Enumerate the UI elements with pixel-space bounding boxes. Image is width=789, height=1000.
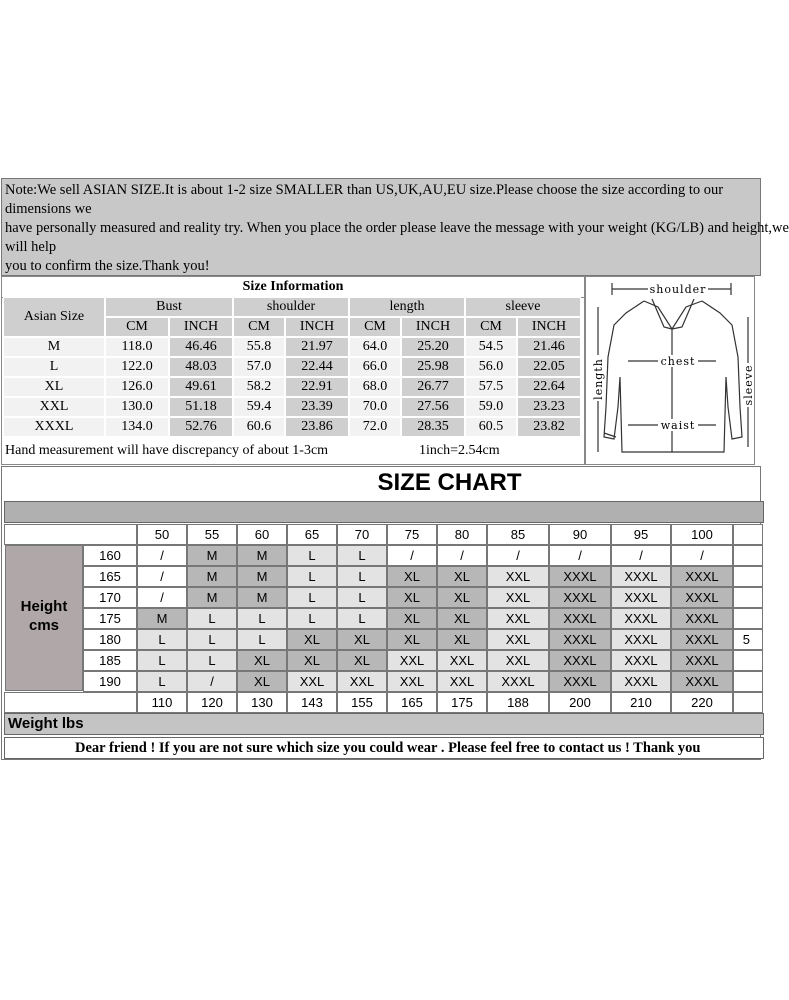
size-chart-cell: XXXL [487, 671, 549, 692]
size-chart-cell: XXL [437, 650, 487, 671]
size-chart-cell: / [671, 545, 733, 566]
size-chart-cell: XXXL [671, 671, 733, 692]
weight-kg-header: 85 [487, 524, 549, 545]
size-chart-cell: XXXL [671, 566, 733, 587]
weight-lbs-overflow [733, 692, 763, 713]
size-value-cell: 48.03 [169, 357, 233, 377]
size-value-cell: 26.77 [401, 377, 465, 397]
size-note [1, 178, 789, 276]
size-value-cell: 64.0 [349, 337, 401, 357]
size-chart-cell: / [387, 545, 437, 566]
size-value-cell: 72.0 [349, 417, 401, 437]
size-value-cell: 66.0 [349, 357, 401, 377]
size-chart-cell: / [549, 545, 611, 566]
overflow-cell [733, 545, 763, 566]
measure-group-header: length [349, 297, 465, 317]
weight-lbs-value: 120 [187, 692, 237, 713]
size-value-cell: 54.5 [465, 337, 517, 357]
size-chart-cell: XL [287, 629, 337, 650]
size-chart-cell: XXXL [611, 566, 671, 587]
size-chart-cell: XL [387, 587, 437, 608]
corner-cell [4, 524, 137, 545]
size-chart-cell: L [237, 608, 287, 629]
size-chart-cell: XXL [387, 650, 437, 671]
shirt-diagram-svg [586, 277, 754, 464]
size-chart-cell: XXXL [549, 587, 611, 608]
size-chart-cell: XXXL [671, 629, 733, 650]
size-chart-cell: XL [337, 650, 387, 671]
size-chart-cell: L [287, 608, 337, 629]
size-chart-title: SIZE CHART [377, 469, 522, 496]
size-chart-cell: XXL [487, 650, 549, 671]
size-chart-cell: / [137, 587, 187, 608]
measure-group-header: sleeve [465, 297, 581, 317]
size-chart-cell: XL [437, 608, 487, 629]
size-value-cell: 23.86 [285, 417, 349, 437]
size-chart-cell: XL [237, 671, 287, 692]
height-label-line-2: cms [28, 617, 60, 634]
size-chart-cell: L [337, 566, 387, 587]
size-chart-cell: XXXL [611, 671, 671, 692]
size-chart-cell: XL [237, 650, 287, 671]
weight-lbs-value: 210 [611, 692, 671, 713]
size-value-cell: 25.98 [401, 357, 465, 377]
size-chart-cell: M [187, 587, 237, 608]
size-chart-cell: XXXL [549, 671, 611, 692]
weight-lbs-value: 143 [287, 692, 337, 713]
unit-header: CM [349, 317, 401, 337]
size-chart-cell: XXL [287, 671, 337, 692]
height-row-label: 180 [83, 629, 137, 650]
size-chart-cell: XXL [487, 566, 549, 587]
size-chart-cell: XXXL [611, 587, 671, 608]
height-row-label: 170 [83, 587, 137, 608]
size-chart [1, 466, 761, 760]
size-chart-cell: XXXL [549, 629, 611, 650]
weight-kg-header: 50 [137, 524, 187, 545]
size-chart-cell: XL [387, 629, 437, 650]
asian-size-header: Asian Size [3, 297, 105, 337]
unit-header: CM [105, 317, 169, 337]
weight-kg-header: 95 [611, 524, 671, 545]
weight-lbs-value: 175 [437, 692, 487, 713]
size-value-cell: 21.46 [517, 337, 581, 357]
size-chart-cell: XXL [487, 629, 549, 650]
size-value-cell: 118.0 [105, 337, 169, 357]
weight-kg-header: 75 [387, 524, 437, 545]
height-row-label: 165 [83, 566, 137, 587]
size-information-table [1, 276, 585, 465]
weight-lbs-value: 155 [337, 692, 387, 713]
size-chart-cell: XXXL [671, 650, 733, 671]
size-row-label: XL [3, 377, 105, 397]
overflow-cell [733, 587, 763, 608]
size-chart-cell: XXXL [549, 608, 611, 629]
weight-lbs-value: 220 [671, 692, 733, 713]
size-chart-cell: L [187, 608, 237, 629]
shoulder-label: shoulder [649, 283, 707, 296]
size-value-cell: 23.23 [517, 397, 581, 417]
size-value-cell: 22.05 [517, 357, 581, 377]
overflow-cell [733, 650, 763, 671]
unit-header: INCH [169, 317, 233, 337]
unit-header: CM [465, 317, 517, 337]
size-chart-cell: M [237, 545, 287, 566]
note-line-1: Note:We sell ASIAN SIZE.It is about 1-2 size SMALLER than US,UK,AU,EU size.Please choose the size according to our [5, 182, 724, 198]
size-value-cell: 51.18 [169, 397, 233, 417]
size-chart-cell: L [287, 587, 337, 608]
size-information-title: Size Information [2, 277, 584, 298]
weight-kg-header: 55 [187, 524, 237, 545]
waist-label: waist [660, 419, 696, 432]
size-chart-cell: XXL [487, 608, 549, 629]
size-value-cell: 60.6 [233, 417, 285, 437]
note-line-3: have personally measured and reality try. When you place the order please leave the message with your weight (KG/LB) and height,we [5, 220, 789, 236]
size-chart-cell: XL [287, 650, 337, 671]
size-value-cell: 23.82 [517, 417, 581, 437]
height-cms-label [5, 545, 83, 691]
size-chart-cell: XL [387, 608, 437, 629]
height-row-label: 190 [83, 671, 137, 692]
unit-header: INCH [401, 317, 465, 337]
size-value-cell: 27.56 [401, 397, 465, 417]
size-value-cell: 60.5 [465, 417, 517, 437]
size-value-cell: 22.91 [285, 377, 349, 397]
size-guide [0, 178, 789, 760]
size-value-cell: 56.0 [465, 357, 517, 377]
size-chart-cell: M [137, 608, 187, 629]
size-chart-cell: / [437, 545, 487, 566]
size-chart-cell: XL [437, 566, 487, 587]
size-value-cell: 130.0 [105, 397, 169, 417]
size-value-cell: 22.64 [517, 377, 581, 397]
contact-footer: Dear friend ! If you are not sure which size you could wear . Please feel free to contact us ! Thank you [4, 737, 764, 759]
note-line-5: you to confirm the size.Thank you! [5, 258, 210, 274]
size-chart-cell: L [337, 608, 387, 629]
weight-lbs-value: 188 [487, 692, 549, 713]
size-chart-cell: L [337, 545, 387, 566]
note-line-2: dimensions we [5, 201, 92, 217]
unit-header: INCH [517, 317, 581, 337]
unit-header: CM [233, 317, 285, 337]
size-chart-cell: XXXL [671, 587, 733, 608]
size-value-cell: 28.35 [401, 417, 465, 437]
size-chart-cell: L [287, 566, 337, 587]
size-row-label: L [3, 357, 105, 377]
size-chart-cell: / [137, 566, 187, 587]
size-value-cell: 58.2 [233, 377, 285, 397]
overflow-cell [733, 671, 763, 692]
size-chart-cell: M [187, 566, 237, 587]
weight-kg-header-overflow [733, 524, 763, 545]
size-chart-cell: XXL [337, 671, 387, 692]
size-value-cell: 21.97 [285, 337, 349, 357]
size-chart-cell: XXXL [611, 650, 671, 671]
size-value-cell: 59.0 [465, 397, 517, 417]
size-value-cell: 68.0 [349, 377, 401, 397]
size-chart-cell: L [187, 650, 237, 671]
size-value-cell: 57.0 [233, 357, 285, 377]
weight-lbs-label: Weight lbs [4, 713, 764, 735]
weight-kg-header: 60 [237, 524, 287, 545]
size-value-cell: 59.4 [233, 397, 285, 417]
size-value-cell: 23.39 [285, 397, 349, 417]
size-chart-cell: XXXL [549, 566, 611, 587]
size-row-label: XXXL [3, 417, 105, 437]
measure-group-header: shoulder [233, 297, 349, 317]
overflow-cell [733, 566, 763, 587]
size-chart-cell: XXXL [549, 650, 611, 671]
size-value-cell: 25.20 [401, 337, 465, 357]
size-chart-cell: L [137, 671, 187, 692]
weight-lbs-value: 200 [549, 692, 611, 713]
size-chart-cell: XXL [437, 671, 487, 692]
weight-kg-header: 65 [287, 524, 337, 545]
size-chart-cell: / [187, 671, 237, 692]
weight-lbs-value: 165 [387, 692, 437, 713]
size-value-cell: 126.0 [105, 377, 169, 397]
size-chart-cell: XL [387, 566, 437, 587]
size-chart-cell: L [137, 629, 187, 650]
size-chart-cell: L [287, 545, 337, 566]
size-chart-cell: XL [437, 629, 487, 650]
height-row-label: 185 [83, 650, 137, 671]
weight-kg-header: 80 [437, 524, 487, 545]
hand-measurement-note: Hand measurement will have discrepancy of about 1-3cm [5, 443, 329, 458]
length-label: length [592, 358, 605, 400]
chest-label: chest [660, 355, 696, 368]
size-chart-cell: L [237, 629, 287, 650]
size-row-label: XXL [3, 397, 105, 417]
lbs-corner-cell [4, 692, 137, 713]
weight-kg-header: 70 [337, 524, 387, 545]
weight-kg-header: 100 [671, 524, 733, 545]
size-chart-cell: / [137, 545, 187, 566]
overflow-cell: 5 [733, 629, 763, 650]
size-chart-cell: XXXL [611, 608, 671, 629]
size-chart-cell: L [337, 587, 387, 608]
size-chart-cell: L [137, 650, 187, 671]
size-chart-cell: XXXL [611, 629, 671, 650]
size-chart-cell: M [237, 566, 287, 587]
inch-conversion-note: 1inch=2.54cm [419, 443, 500, 458]
sleeve-label: sleeve [742, 364, 755, 406]
size-value-cell: 122.0 [105, 357, 169, 377]
size-chart-cell: M [187, 545, 237, 566]
height-label-line-1: Height [20, 598, 68, 615]
size-row-label: M [3, 337, 105, 357]
size-value-cell: 134.0 [105, 417, 169, 437]
size-value-cell: 46.46 [169, 337, 233, 357]
size-chart-cell: / [487, 545, 549, 566]
size-chart-cell: XL [437, 587, 487, 608]
size-value-cell: 55.8 [233, 337, 285, 357]
size-value-cell: 22.44 [285, 357, 349, 377]
shirt-diagram [585, 276, 755, 465]
height-row-label: 175 [83, 608, 137, 629]
measure-group-header: Bust [105, 297, 233, 317]
height-row-label: 160 [83, 545, 137, 566]
size-chart-cell: / [611, 545, 671, 566]
note-line-4: will help [5, 239, 57, 255]
size-chart-cell: XXL [487, 587, 549, 608]
overflow-cell [733, 608, 763, 629]
size-chart-cell: XL [337, 629, 387, 650]
size-chart-cell: M [237, 587, 287, 608]
size-value-cell: 49.61 [169, 377, 233, 397]
size-value-cell: 52.76 [169, 417, 233, 437]
size-value-cell: 57.5 [465, 377, 517, 397]
size-value-cell: 70.0 [349, 397, 401, 417]
unit-header: INCH [285, 317, 349, 337]
size-chart-header-band [4, 501, 764, 523]
weight-kg-header: 90 [549, 524, 611, 545]
weight-lbs-value: 130 [237, 692, 287, 713]
size-chart-cell: L [187, 629, 237, 650]
weight-lbs-value: 110 [137, 692, 187, 713]
size-chart-cell: XXXL [671, 608, 733, 629]
size-chart-cell: XXL [387, 671, 437, 692]
